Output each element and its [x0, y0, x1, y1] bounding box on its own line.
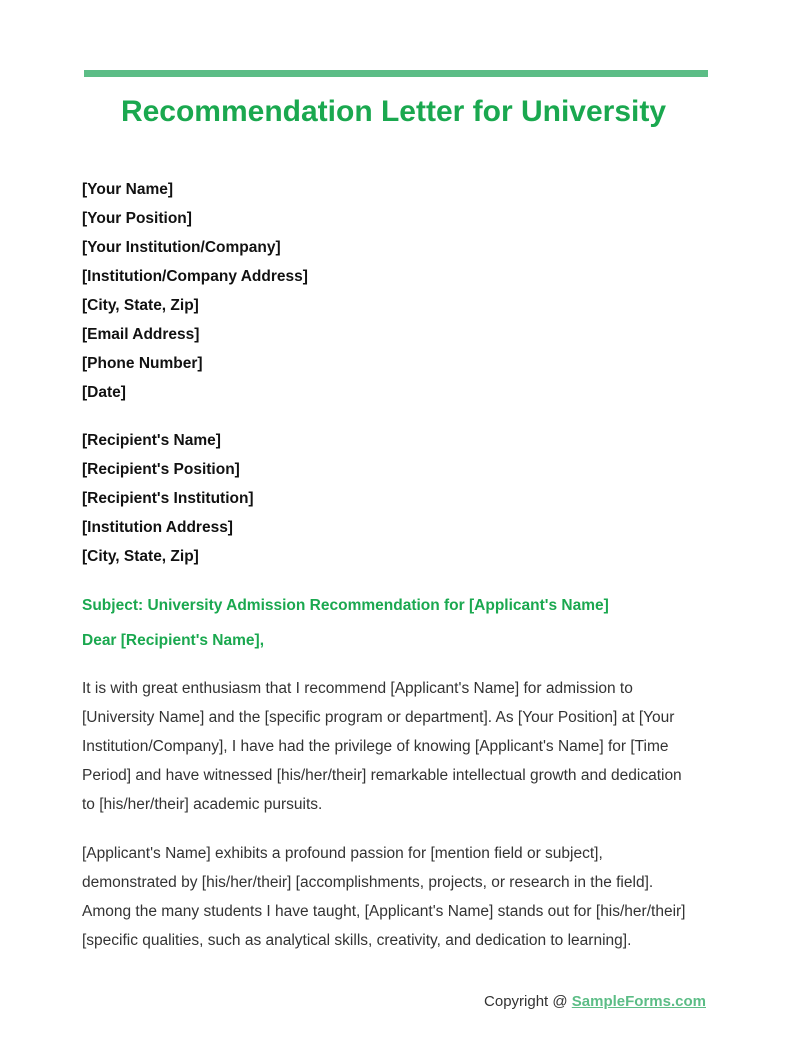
recipient-name: [Recipient's Name]	[82, 432, 221, 449]
body-paragraph-1	[82, 674, 722, 819]
paragraph-line: It is with great enthusiasm that I recommend [Applicant's Name] for admission to	[82, 680, 633, 697]
sender-address: [Institution/Company Address]	[82, 268, 308, 285]
paragraph-line: Institution/Company], I have had the privilege of knowing [Applicant's Name] for [Time	[82, 738, 669, 755]
sender-institution: [Your Institution/Company]	[82, 239, 281, 256]
paragraph-line: [specific qualities, such as analytical skills, creativity, and dedication to learning].	[82, 932, 632, 949]
sender-name: [Your Name]	[82, 181, 174, 198]
sampleforms-link[interactable]: SampleForms.com	[571, 993, 706, 1010]
copyright-footer	[484, 992, 706, 1012]
recipient-city-state-zip: [City, State, Zip]	[82, 548, 199, 565]
paragraph-line: to [his/her/their] academic pursuits.	[82, 796, 323, 813]
recipient-address: [Institution Address]	[82, 519, 233, 536]
recipient-institution: [Recipient's Institution]	[82, 490, 254, 507]
sender-email: [Email Address]	[82, 326, 200, 343]
copyright-text: Copyright @	[484, 993, 572, 1010]
sender-phone: [Phone Number]	[82, 355, 203, 372]
sender-position: [Your Position]	[82, 210, 192, 227]
sender-city-state-zip: [City, State, Zip]	[82, 297, 199, 314]
recipient-position: [Recipient's Position]	[82, 461, 240, 478]
top-accent-bar	[84, 70, 708, 77]
letter-date: [Date]	[82, 384, 126, 401]
salutation: Dear [Recipient's Name],	[82, 632, 264, 649]
paragraph-line: [University Name] and the [specific program or department]. As [Your Position] at [Your	[82, 709, 675, 726]
recipient-address-block	[82, 426, 254, 571]
sender-address-block	[82, 175, 308, 407]
paragraph-line: Period] and have witnessed [his/her/their] remarkable intellectual growth and dedication	[82, 767, 682, 784]
paragraph-line: [Applicant's Name] exhibits a profound passion for [mention field or subject],	[82, 845, 603, 862]
document-title: Recommendation Letter for University	[120, 95, 667, 128]
paragraph-line: demonstrated by [his/her/their] [accomplishments, projects, or research in the field].	[82, 874, 654, 891]
paragraph-line: Among the many students I have taught, [Applicant's Name] stands out for [his/her/their]	[82, 903, 686, 920]
body-paragraph-2	[82, 839, 722, 955]
subject-line: Subject: University Admission Recommendation for [Applicant's Name]	[82, 597, 609, 614]
